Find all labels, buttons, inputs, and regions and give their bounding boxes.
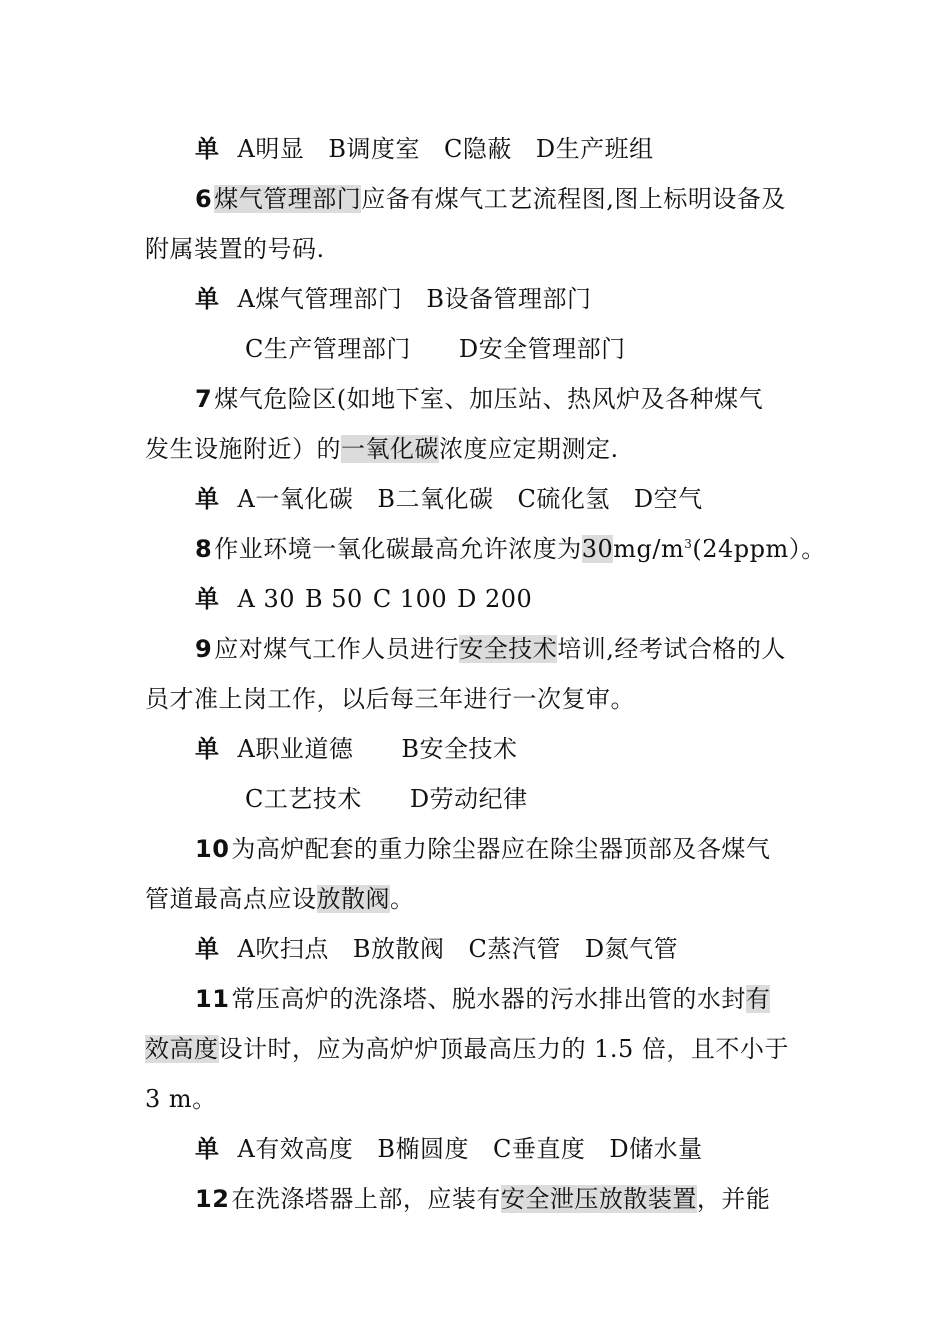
- answer-highlight: 一氧化碳: [341, 435, 439, 463]
- options-row: [245, 333, 626, 365]
- question-text: 发生设施附近）的: [145, 435, 341, 463]
- options-row: [195, 133, 654, 165]
- options-row: [195, 1133, 703, 1165]
- option-b: B二氧化碳: [377, 485, 494, 513]
- unit-superscript: 3: [684, 537, 693, 551]
- option-b: B椭圆度: [377, 1135, 469, 1163]
- question-9: [195, 633, 786, 665]
- option-b: B设备管理部门: [426, 285, 592, 313]
- question-text: 培训,经考试合格的人: [557, 635, 786, 663]
- question-text: 常压高炉的洗涤塔、脱水器的污水排出管的水封: [231, 985, 746, 1013]
- option-a: A明显: [237, 135, 305, 163]
- question-number: 8: [195, 535, 213, 563]
- question-10: [195, 833, 770, 865]
- options-row: [195, 933, 678, 965]
- single-choice-tag: 单: [195, 1135, 220, 1163]
- single-choice-tag: 单: [195, 285, 220, 313]
- option-d: D安全管理部门: [458, 335, 626, 363]
- option-a: A 30: [237, 585, 295, 613]
- question-text: 。: [390, 885, 415, 913]
- single-choice-tag: 单: [195, 935, 220, 963]
- question-12: [195, 1183, 770, 1215]
- question-6: [195, 183, 786, 215]
- question-10-continued: [145, 883, 415, 915]
- question-text: ，并能: [696, 1185, 771, 1213]
- question-number: 9: [195, 635, 213, 663]
- question-text: 员才准上岗工作，以后每三年进行一次复审。: [145, 685, 635, 713]
- question-11-continued: [145, 1083, 217, 1115]
- option-b: B安全技术: [401, 735, 518, 763]
- question-11: [195, 983, 770, 1015]
- option-d: D生产班组: [535, 135, 654, 163]
- answer-highlight: 30: [581, 535, 614, 563]
- option-c: C生产管理部门: [245, 335, 411, 363]
- question-number: 11: [195, 985, 230, 1013]
- question-text: 在洗涤塔器上部，应装有: [231, 1185, 501, 1213]
- options-row: [245, 783, 528, 815]
- question-text: (24ppm）。: [692, 535, 826, 563]
- option-b: B调度室: [328, 135, 420, 163]
- question-11-continued: [145, 1033, 789, 1065]
- options-row: [195, 483, 703, 515]
- option-c: C硫化氢: [517, 485, 610, 513]
- question-text: 应对煤气工作人员进行: [214, 635, 460, 663]
- option-a: A有效高度: [237, 1135, 354, 1163]
- answer-highlight: 安全泄压放散装置: [500, 1185, 697, 1213]
- question-text: 附属装置的号码.: [145, 235, 325, 263]
- single-choice-tag: 单: [195, 735, 220, 763]
- single-choice-tag: 单: [195, 485, 220, 513]
- question-8: [195, 533, 826, 565]
- option-c: C工艺技术: [245, 785, 362, 813]
- option-a: A煤气管理部门: [237, 285, 403, 313]
- answer-highlight: 放散阀: [316, 885, 390, 913]
- option-d: D劳动纪律: [409, 785, 528, 813]
- option-b: B放散阀: [352, 935, 445, 963]
- option-c: C 100: [372, 585, 448, 613]
- answer-highlight: 有: [745, 985, 771, 1013]
- answer-highlight: 煤气管理部门: [214, 185, 362, 213]
- question-7: [195, 383, 763, 415]
- options-row: [195, 733, 517, 765]
- question-number: 12: [195, 1185, 230, 1213]
- question-7-continued: [145, 433, 619, 465]
- question-text: 设计时，应为高炉炉顶最高压力的 1.5 倍，且不小于: [218, 1035, 789, 1063]
- answer-highlight: 安全技术: [459, 635, 558, 663]
- options-row: [195, 583, 532, 615]
- option-c: C垂直度: [492, 1135, 586, 1163]
- options-row: [195, 283, 591, 315]
- single-choice-tag: 单: [195, 585, 220, 613]
- question-number: 7: [195, 385, 213, 413]
- question-text: 作业环境一氧化碳最高允许浓度为: [214, 535, 582, 563]
- question-text: 为高炉配套的重力除尘器应在除尘器顶部及各煤气: [231, 835, 771, 863]
- option-a: A职业道德: [237, 735, 354, 763]
- question-number: 6: [195, 185, 213, 213]
- option-d: D空气: [633, 485, 703, 513]
- option-b: B 50: [305, 585, 363, 613]
- question-number: 10: [195, 835, 230, 863]
- option-c: C蒸汽管: [468, 935, 561, 963]
- option-d: D储水量: [609, 1135, 703, 1163]
- unit-text: mg/m: [613, 535, 685, 563]
- answer-highlight: 效高度: [145, 1035, 219, 1063]
- question-text: 应备有煤气工艺流程图,图上标明设备及: [361, 185, 786, 213]
- option-a: A一氧化碳: [237, 485, 354, 513]
- question-6-continued: [145, 233, 325, 265]
- single-choice-tag: 单: [195, 135, 220, 163]
- question-text: 煤气危险区(如地下室、加压站、热风炉及各种煤气: [214, 385, 764, 413]
- question-text: 管道最高点应设: [145, 885, 317, 913]
- option-a: A吹扫点: [237, 935, 329, 963]
- question-text: 浓度应定期测定.: [439, 435, 619, 463]
- question-text: 3 m。: [145, 1085, 217, 1113]
- option-d: D氮气管: [584, 935, 679, 963]
- option-d: D 200: [457, 585, 533, 613]
- question-9-continued: [145, 683, 635, 715]
- option-c: C隐蔽: [443, 135, 512, 163]
